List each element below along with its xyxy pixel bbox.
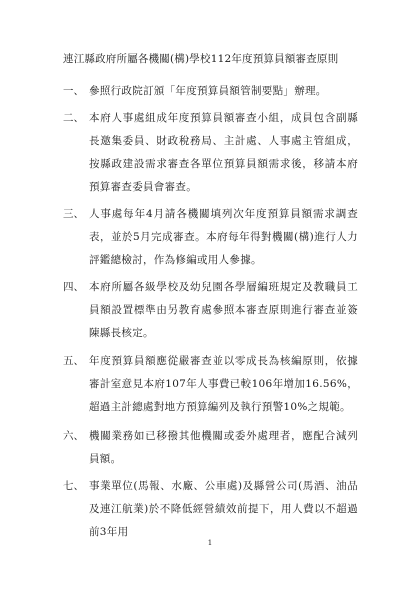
- page-number: 1: [207, 539, 213, 547]
- list-item-3: [63, 203, 358, 272]
- item-number: 三、: [63, 208, 84, 220]
- item-number: 六、: [63, 430, 84, 442]
- item-number: 四、: [63, 281, 84, 293]
- item-number: 七、: [63, 480, 84, 492]
- item-number: 五、: [63, 355, 84, 367]
- item-text: 本府所屬各級學校及幼兒園各學層編班規定及教職員工員額設置標準由另教育處參照本審查原則進行審查並簽陳縣長核定。: [89, 281, 358, 339]
- document-title: 連江縣政府所屬各機關(構)學校112年度預算員額審查原則: [63, 53, 339, 65]
- item-text: 本府人事處組成年度預算員額審查小組，成員包含副縣長邀集委員、財政稅務局、主計處、人事處主管組成，按縣政建設需求審查各單位預算員額需求後，移請本府預算審查委員會審查。: [89, 112, 358, 193]
- list-item-7: [63, 475, 358, 544]
- list-item-4: [63, 276, 358, 345]
- list-item-6: [63, 425, 358, 471]
- item-number: 一、: [63, 85, 84, 97]
- item-text: 事業單位(馬報、水廠、公車處)及縣營公司(馬酒、油品及連江航業)於不降低經營績效前提下，用人費以不超過前3年用: [89, 480, 358, 538]
- item-number: 二、: [63, 112, 84, 124]
- item-text: 年度預算員額應從嚴審查並以零成長為核編原則，依據審計室意見本府107年人事費已較106年增加16.56%，超過主計總處對地方預算編列及執行預警10%之規範。: [89, 355, 358, 413]
- list-item-2: [63, 107, 358, 199]
- list-item-1: [63, 80, 358, 103]
- item-text: 人事處每年4月請各機關填列次年度預算員額需求調查表，並於5月完成審查。本府每年得對機關(構)進行人力評鑑總檢討，作為修編或用人參據。: [89, 208, 358, 266]
- item-text: 參照行政院訂頒「年度預算員額管制要點」辦理。: [89, 85, 327, 97]
- list-item-5: [63, 350, 358, 419]
- item-text: 機關業務如已移撥其他機關或委外處理者，應配合減列員額。: [89, 430, 358, 465]
